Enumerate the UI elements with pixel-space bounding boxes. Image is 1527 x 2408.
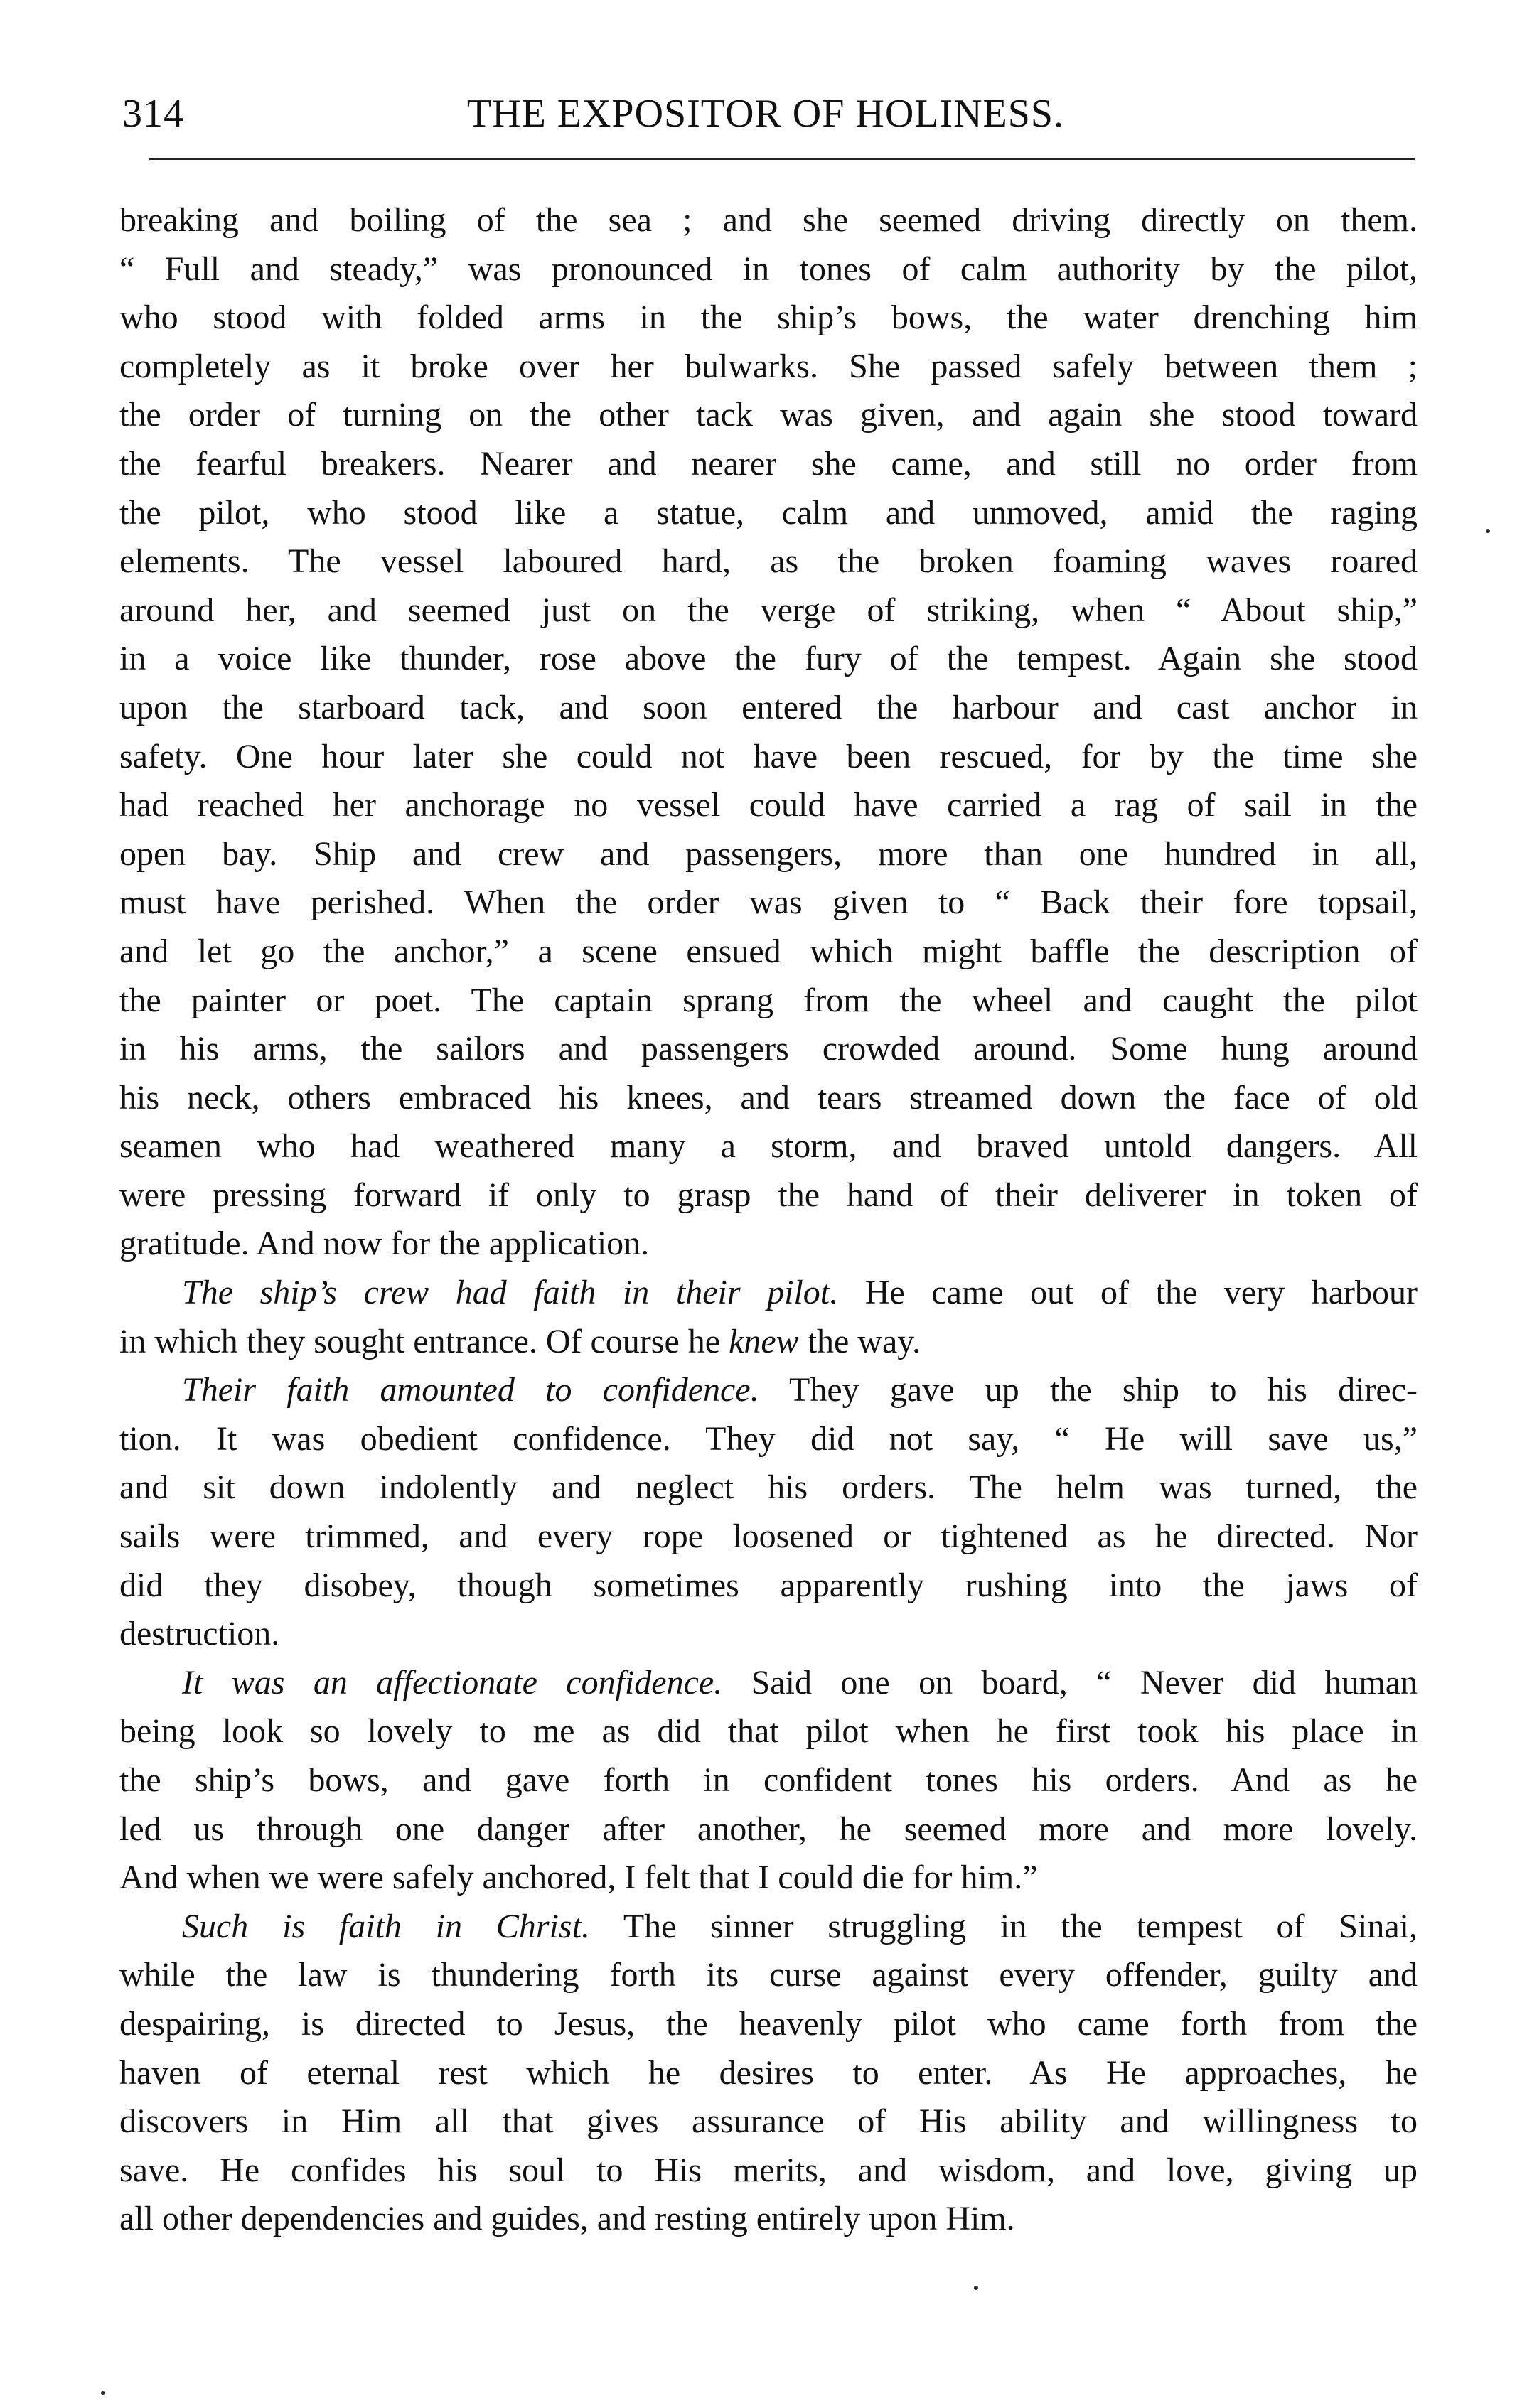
text-line [119,2000,1418,2049]
text-segment: destruction. [119,1615,280,1653]
print-speck [101,2391,105,2395]
text-line [119,2146,1418,2195]
text-segment: the painter or poet. The captain sprang from the wheel and caught the pilot [119,981,1418,1019]
italic-text-segment: It was an affectionate confidence. [182,1663,723,1702]
text-segment: must have perished. When the order was given to “ Back their fore topsail, [119,883,1418,922]
text-segment: in a voice like thunder, rose above the fury of the tempest. Again she stood [119,640,1418,678]
text-segment: breaking and boiling of the sea ; and she seemed driving directly on them. [119,201,1418,239]
text-segment: gratitude. And now for the application. [119,1225,650,1263]
text-line [119,1951,1418,2000]
text-segment: seamen who had weathered many a storm, and braved untold dangers. All [119,1127,1418,1166]
text-line [119,1659,1418,1708]
print-speck [974,2286,978,2290]
running-title: THE EXPOSITOR OF HOLINESS. [466,92,1065,136]
text-segment: the pilot, who stood like a statue, calm and unmoved, amid the raging [119,493,1418,532]
text-segment: safety. One hour later she could not have been rescued, for by the time she [119,737,1418,775]
text-segment: in his arms, the sailors and passengers crowded around. Some hung around [119,1030,1418,1068]
text-line [119,391,1418,440]
text-line [119,1269,1418,1318]
text-segment: Said one on board, “ Never did human [722,1663,1418,1702]
text-segment: his neck, others embraced his knees, and tears streamed down the face of old [119,1078,1418,1117]
italic-text-segment: knew [729,1322,799,1360]
text-line [119,684,1418,733]
text-segment: and let go the anchor,” a scene ensued which might baffle the description of [119,932,1418,970]
text-segment: tion. It was obedient confidence. They did not say, “ He will save us,” [119,1419,1418,1458]
text-line [119,1122,1418,1171]
italic-text-segment: The ship’s crew had faith in their pilot. [182,1274,839,1312]
text-line [119,2097,1418,2146]
text-line [119,1903,1418,1952]
text-segment: He came out of the very harbour [838,1274,1418,1312]
text-segment: all other dependencies and guides, and resting entirely upon Him. [119,2200,1015,2238]
text-segment: in which they sought entrance. Of course he [119,1322,729,1360]
text-line [119,489,1418,538]
text-line [119,1707,1418,1756]
text-segment: despairing, is directed to Jesus, the heavenly pilot who came forth from the [119,2004,1418,2043]
body-text [119,196,1418,2244]
text-line [119,2049,1418,2098]
text-line [119,1220,1418,1269]
text-segment: who stood with folded arms in the ship’s bows, the water drenching him [119,299,1418,337]
text-segment: had reached her anchorage no vessel could have carried a rag of sail in the [119,786,1418,824]
text-segment: led us through one danger after another, he seemed more and more lovely. [119,1810,1418,1848]
text-line [119,635,1418,684]
text-line [119,1756,1418,1805]
text-line [119,586,1418,635]
text-segment: haven of eternal rest which he desires to enter. As He approaches, he [119,2053,1418,2092]
text-segment: and sit down indolently and neglect his orders. The helm was turned, the [119,1468,1418,1507]
text-segment: open bay. Ship and crew and passengers, more than one hundred in all, [119,834,1418,873]
text-segment: the fearful breakers. Nearer and nearer she came, and still no order from [119,444,1418,483]
text-segment: were pressing forward if only to grasp the hand of their deliverer in token of [119,1176,1418,1214]
text-segment: while the law is thundering forth its curse against every offender, guilty and [119,1956,1418,1994]
text-line [119,1463,1418,1512]
text-line [119,440,1418,489]
running-header [122,91,1409,148]
text-line [119,1512,1418,1562]
text-line [119,830,1418,879]
text-segment: They gave up the ship to his direc- [759,1371,1418,1409]
text-line [119,1415,1418,1464]
text-segment: elements. The vessel laboured hard, as the broken foaming waves roared [119,542,1418,581]
text-segment: the ship’s bows, and gave forth in confident tones his orders. And as he [119,1761,1418,1799]
text-line [119,196,1418,245]
text-line [119,977,1418,1026]
text-line [119,1025,1418,1074]
text-segment: sails were trimmed, and every rope loosened or tightened as he directed. Nor [119,1517,1418,1556]
text-line [119,1171,1418,1220]
text-segment: upon the starboard tack, and soon entered the harbour and cast anchor in [119,688,1418,726]
text-segment: save. He confides his soul to His merits, and wisdom, and love, giving up [119,2151,1418,2189]
text-line [119,781,1418,830]
text-segment: The sinner struggling in the tempest of Sinai, [589,1907,1418,1945]
italic-text-segment: Such is faith in Christ. [182,1907,590,1945]
text-segment: And when we were safely anchored, I felt that I could die for him.” [119,1859,1038,1897]
text-line [119,2195,1418,2244]
text-line [119,1562,1418,1611]
text-segment: “ Full and steady,” was pronounced in tones of calm authority by the pilot, [119,249,1418,288]
header-rule [149,158,1415,160]
text-line [119,245,1418,294]
text-line [119,294,1418,343]
text-line [119,1805,1418,1854]
text-line [119,1610,1418,1659]
page-number: 314 [122,92,184,136]
text-segment: discovers in Him all that gives assurance of His ability and willingness to [119,2102,1418,2141]
text-line [119,343,1418,392]
print-speck [1486,529,1490,533]
text-line [119,878,1418,928]
text-segment: completely as it broke over her bulwarks. She passed safely between them ; [119,347,1418,385]
text-segment: did they disobey, though sometimes apparently rushing into the jaws of [119,1566,1418,1604]
italic-text-segment: Their faith amounted to confidence. [182,1371,759,1409]
text-line [119,1366,1418,1415]
text-segment: the order of turning on the other tack was given, and again she stood toward [119,396,1418,434]
text-segment: the way. [798,1322,921,1360]
text-segment: around her, and seemed just on the verge of striking, when “ About ship,” [119,591,1418,629]
text-line [119,733,1418,782]
text-line [119,1074,1418,1123]
text-segment: being look so lovely to me as did that pilot when he first took his place in [119,1712,1418,1751]
text-line [119,1854,1418,1903]
text-line [119,1318,1418,1367]
text-line [119,537,1418,586]
text-line [119,928,1418,977]
